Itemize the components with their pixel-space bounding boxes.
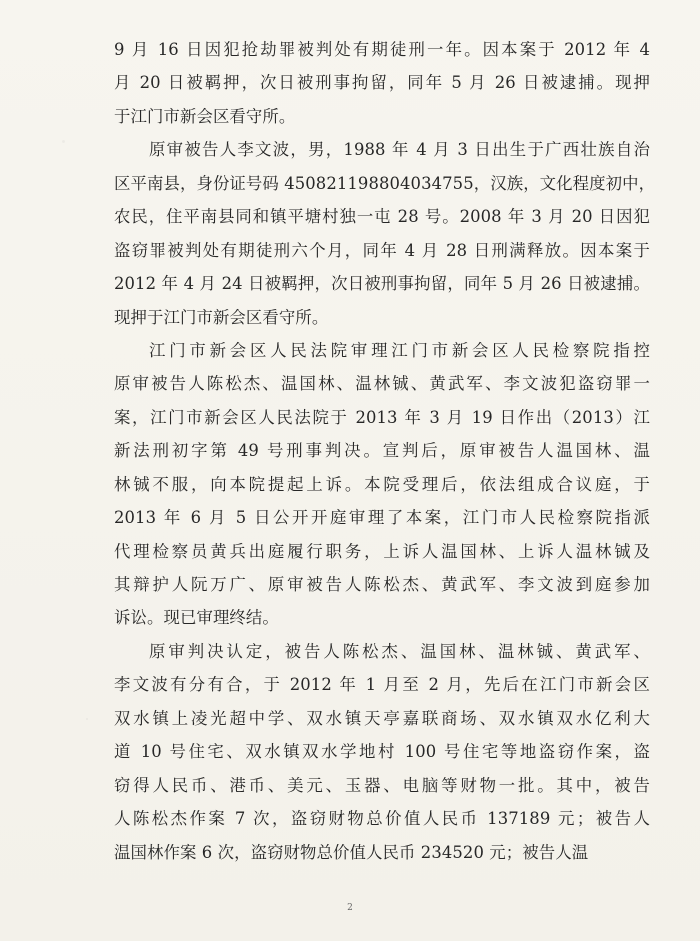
text-line: 于江门市新会区看守所。 <box>114 106 296 126</box>
paragraph-defendant-record-end <box>114 33 650 133</box>
text-line: 其辩护人阮万广、原审被告人陈松杰、黄武军、李文波到庭参加 <box>114 575 650 594</box>
text-line: 双水镇上凌光超中学、双水镇天亭嘉联商场、双水镇双水亿利大 <box>114 708 650 728</box>
text-line: 2013 年 6 月 5 日公开开庭审理了本案，江门市人民检察院指派 <box>114 508 650 528</box>
text-line: 诉讼。现已审理终结。 <box>114 608 279 628</box>
text-line: 盗窃罪被判处有期徒刑六个月，同年 4 月 28 日刑满释放。因本案于 <box>114 240 650 260</box>
text-line: 区平南县，身份证号码 450821198804034755，汉族，文化程度初中， <box>114 173 656 193</box>
text-line: 农民，住平南县同和镇平塘村独一屯 28 号。2008 年 3 月 20 日因犯 <box>114 207 650 227</box>
text-line: 林铖不服，向本院提起上诉。本院受理后，依法组成合议庭，于 <box>114 474 650 494</box>
page-number: 2 <box>347 903 353 913</box>
text-line: 道 10 号住宅、双水镇双水学地村 100 号住宅等地盗窃作案，盗 <box>114 742 650 762</box>
text-line: 月 20 日被羁押，次日被刑事拘留，同年 5 月 26 日被逮捕。现押 <box>114 73 650 93</box>
text-line: 现押于江门市新会区看守所。 <box>114 307 329 327</box>
text-line: 窃得人民币、港币、美元、玉器、电脑等财物一批。其中，被告 <box>114 775 650 795</box>
text-line: 新法刑初字第 49 号刑事判决。宣判后，原审被告人温国林、温 <box>114 441 650 461</box>
text-line: 原审被告人陈松杰、温国林、温林铖、黄武军、李文波犯盗窃罪一 <box>114 374 650 394</box>
scan-speck <box>86 718 88 720</box>
text-line: 案，江门市新会区人民法院于 2013 年 3 月 19 日作出（2013）江 <box>114 407 650 427</box>
paragraph-case-procedure <box>114 334 650 635</box>
text-line: 代理检察员黄兵出庭履行职务，上诉人温国林、上诉人温林铖及 <box>114 541 650 561</box>
text-line: 温国林作案 6 次，盗窃财物总价值人民币 234520 元；被告人温 <box>114 842 589 862</box>
text-line: 江门市新会区人民法院审理江门市新会区人民检察院指控 <box>149 340 650 360</box>
text-line: 2012 年 4 月 24 日被羁押，次日被刑事拘留，同年 5 月 26 日被逮捕。 <box>114 274 650 294</box>
paragraph-defendant-li-wenbo <box>114 133 656 334</box>
text-line: 李文波有分有合，于 2012 年 1 月至 2 月，先后在江门市新会区 <box>114 675 650 695</box>
document-body <box>114 33 656 869</box>
text-line: 9 月 16 日因犯抢劫罪被判处有期徒刑一年。因本案于 2012 年 4 <box>114 40 650 59</box>
text-line: 原审判决认定，被告人陈松杰、温国林、温林铖、黄武军、 <box>149 641 650 661</box>
text-line: 原审被告人李文波，男，1988 年 4 月 3 日出生于广西壮族自治 <box>149 140 650 160</box>
text-line: 人陈松杰作案 7 次，盗窃财物总价值人民币 137189 元；被告人 <box>114 809 650 829</box>
paragraph-original-judgment <box>114 635 650 869</box>
scan-speck <box>62 140 65 143</box>
